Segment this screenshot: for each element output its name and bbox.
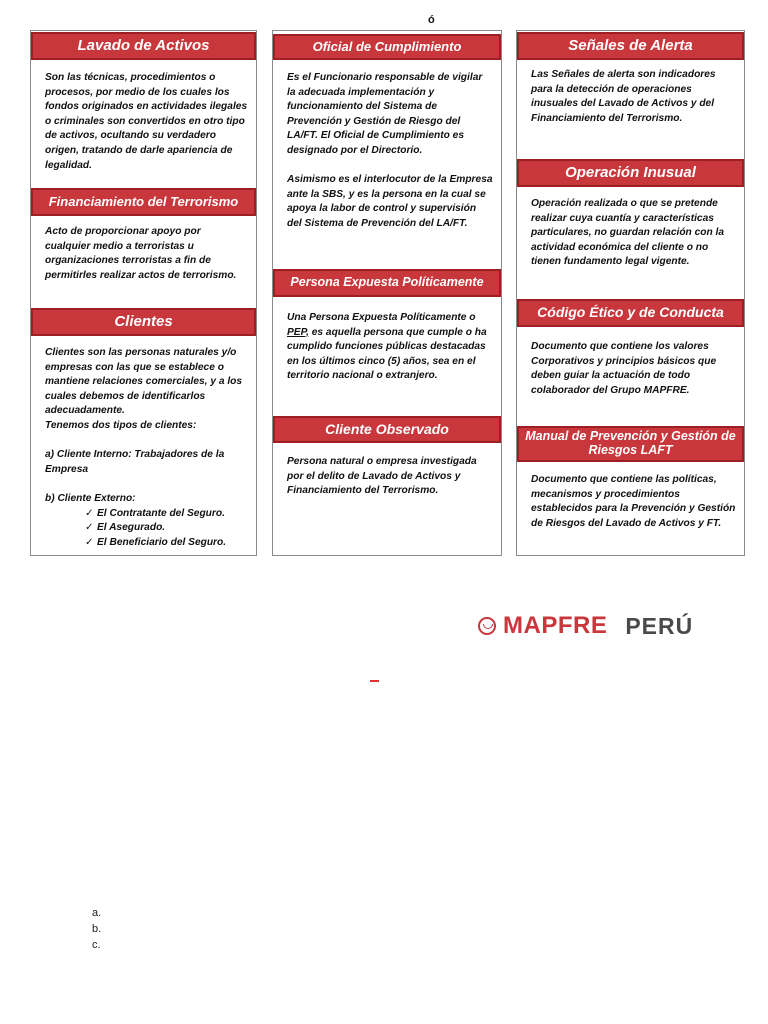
header-senales-de-alerta: Señales de Alerta xyxy=(517,32,744,60)
header-manual-prevencion: Manual de Prevención y Gestión de Riesgos LAFT xyxy=(517,426,744,462)
top-mark: ó xyxy=(428,14,435,26)
manual-text: Documento que contiene las políticas, mecanismos y procedimientos establecidos para la Prevención y Gestión de Riesgos del Lavado de Activos y FT. xyxy=(531,474,736,529)
list-item: ✓ El Beneficiario del Seguro. xyxy=(85,536,248,551)
pep-text-b: es aquella persona que cumple o ha cumplido funciones públicas destacadas en los últimos cinco (5) años, sea en el territorio nacional o extranjero. xyxy=(287,326,487,382)
column-right xyxy=(516,30,745,556)
list-item: b. xyxy=(92,923,102,935)
header-codigo-etico: Código Ético y de Conducta xyxy=(517,299,744,327)
header-lavado-de-activos: Lavado de Activos xyxy=(31,32,256,60)
header-operacion-inusual: Operación Inusual xyxy=(517,159,744,187)
list-item: c. xyxy=(92,939,101,951)
operacion-inusual-text: Operación realizada o que se pretende realizar cuya cuantía y características particulares, no guardan relación con la actividad económica del cliente o no tienen fundamento legal vigente. xyxy=(531,198,725,268)
column-middle xyxy=(272,30,502,556)
header-persona-expuesta: Persona Expuesta Políticamente xyxy=(273,269,501,297)
cliente-externo: b) Cliente Externo: xyxy=(45,492,136,504)
header-financiamiento-terrorismo: Financiamiento del Terrorismo xyxy=(31,188,256,216)
column-left xyxy=(30,30,257,556)
list-item: a. xyxy=(92,907,102,919)
pep-abbrev: PEP, xyxy=(287,326,309,338)
header-clientes: Clientes xyxy=(31,308,256,336)
logo-brand: MAPFRE xyxy=(503,612,608,639)
oficial-text-2: Asimismo es el interlocutor de la Empresa ante la SBS, y es la persona en la cual se apoya la labor de control y supervisión del Sistema de Prevención del LA/FT. xyxy=(287,174,493,229)
header-oficial-de-cumplimiento: Oficial de Cumplimiento xyxy=(273,34,501,60)
oficial-body xyxy=(287,71,493,232)
header-cliente-observado: Cliente Observado xyxy=(273,416,501,443)
logo-country: PERÚ xyxy=(625,612,694,639)
senales-text: Las Señales de alerta son indicadores para la detección de operaciones inusuales del Lavado de Activos y del Financiamiento del Terrorismo. xyxy=(531,69,716,124)
clientes-text: Clientes son las personas naturales y/o empresas con las que se establece o mantiene relaciones comerciales, y a los cuales debemos de identificarlos adecuadamente. xyxy=(45,347,243,417)
list-item: ✓ El Asegurado. xyxy=(85,521,248,536)
cliente-interno: a) Cliente Interno: Trabajadores de la Empresa xyxy=(45,449,225,475)
list-item: ✓ El Contratante del Seguro. xyxy=(85,507,248,522)
codigo-etico-text: Documento que contiene los valores Corporativos y principios básicos que deben guiar la actuación de todo colaborador del Grupo MAPFRE. xyxy=(531,341,717,396)
lettered-list xyxy=(92,905,101,953)
mapfre-peru-logo xyxy=(478,612,693,640)
red-dash-mark xyxy=(370,680,379,682)
oficial-text-1: Es el Funcionario responsable de vigilar la adecuada implementación y funcionamiento del Sistema de Prevención y Gestión de Riesgo del LA/FT. El Oficial de Cumplimiento es designado por el Directorio. xyxy=(287,72,483,156)
clientes-intro: Tenemos dos tipos de clientes: xyxy=(45,419,197,431)
cliente-observado-text: Persona natural o empresa investigada por el delito de Lavado de Activos y Financiamiento del Terrorismo. xyxy=(287,456,477,497)
financiamiento-text: Acto de proporcionar apoyo por cualquier medio a terroristas u organizaciones terroristas a fin de permitirles realizar actos de terrorismo. xyxy=(45,226,237,281)
cliente-externo-list xyxy=(45,507,248,551)
clientes-body xyxy=(45,346,248,550)
pep-text xyxy=(287,311,493,384)
pep-text-a: Una Persona Expuesta Políticamente o xyxy=(287,312,476,323)
lavado-de-activos-text: Son las técnicas, procedimientos o procesos, por medio de los cuales los fondos originados en actividades ilegales o criminales son convertidos en otro tipo de activos, ocultando su verdadero origen, tratando de darle apariencia de legalidad. xyxy=(45,72,248,171)
mapfre-emblem-icon xyxy=(478,617,496,635)
